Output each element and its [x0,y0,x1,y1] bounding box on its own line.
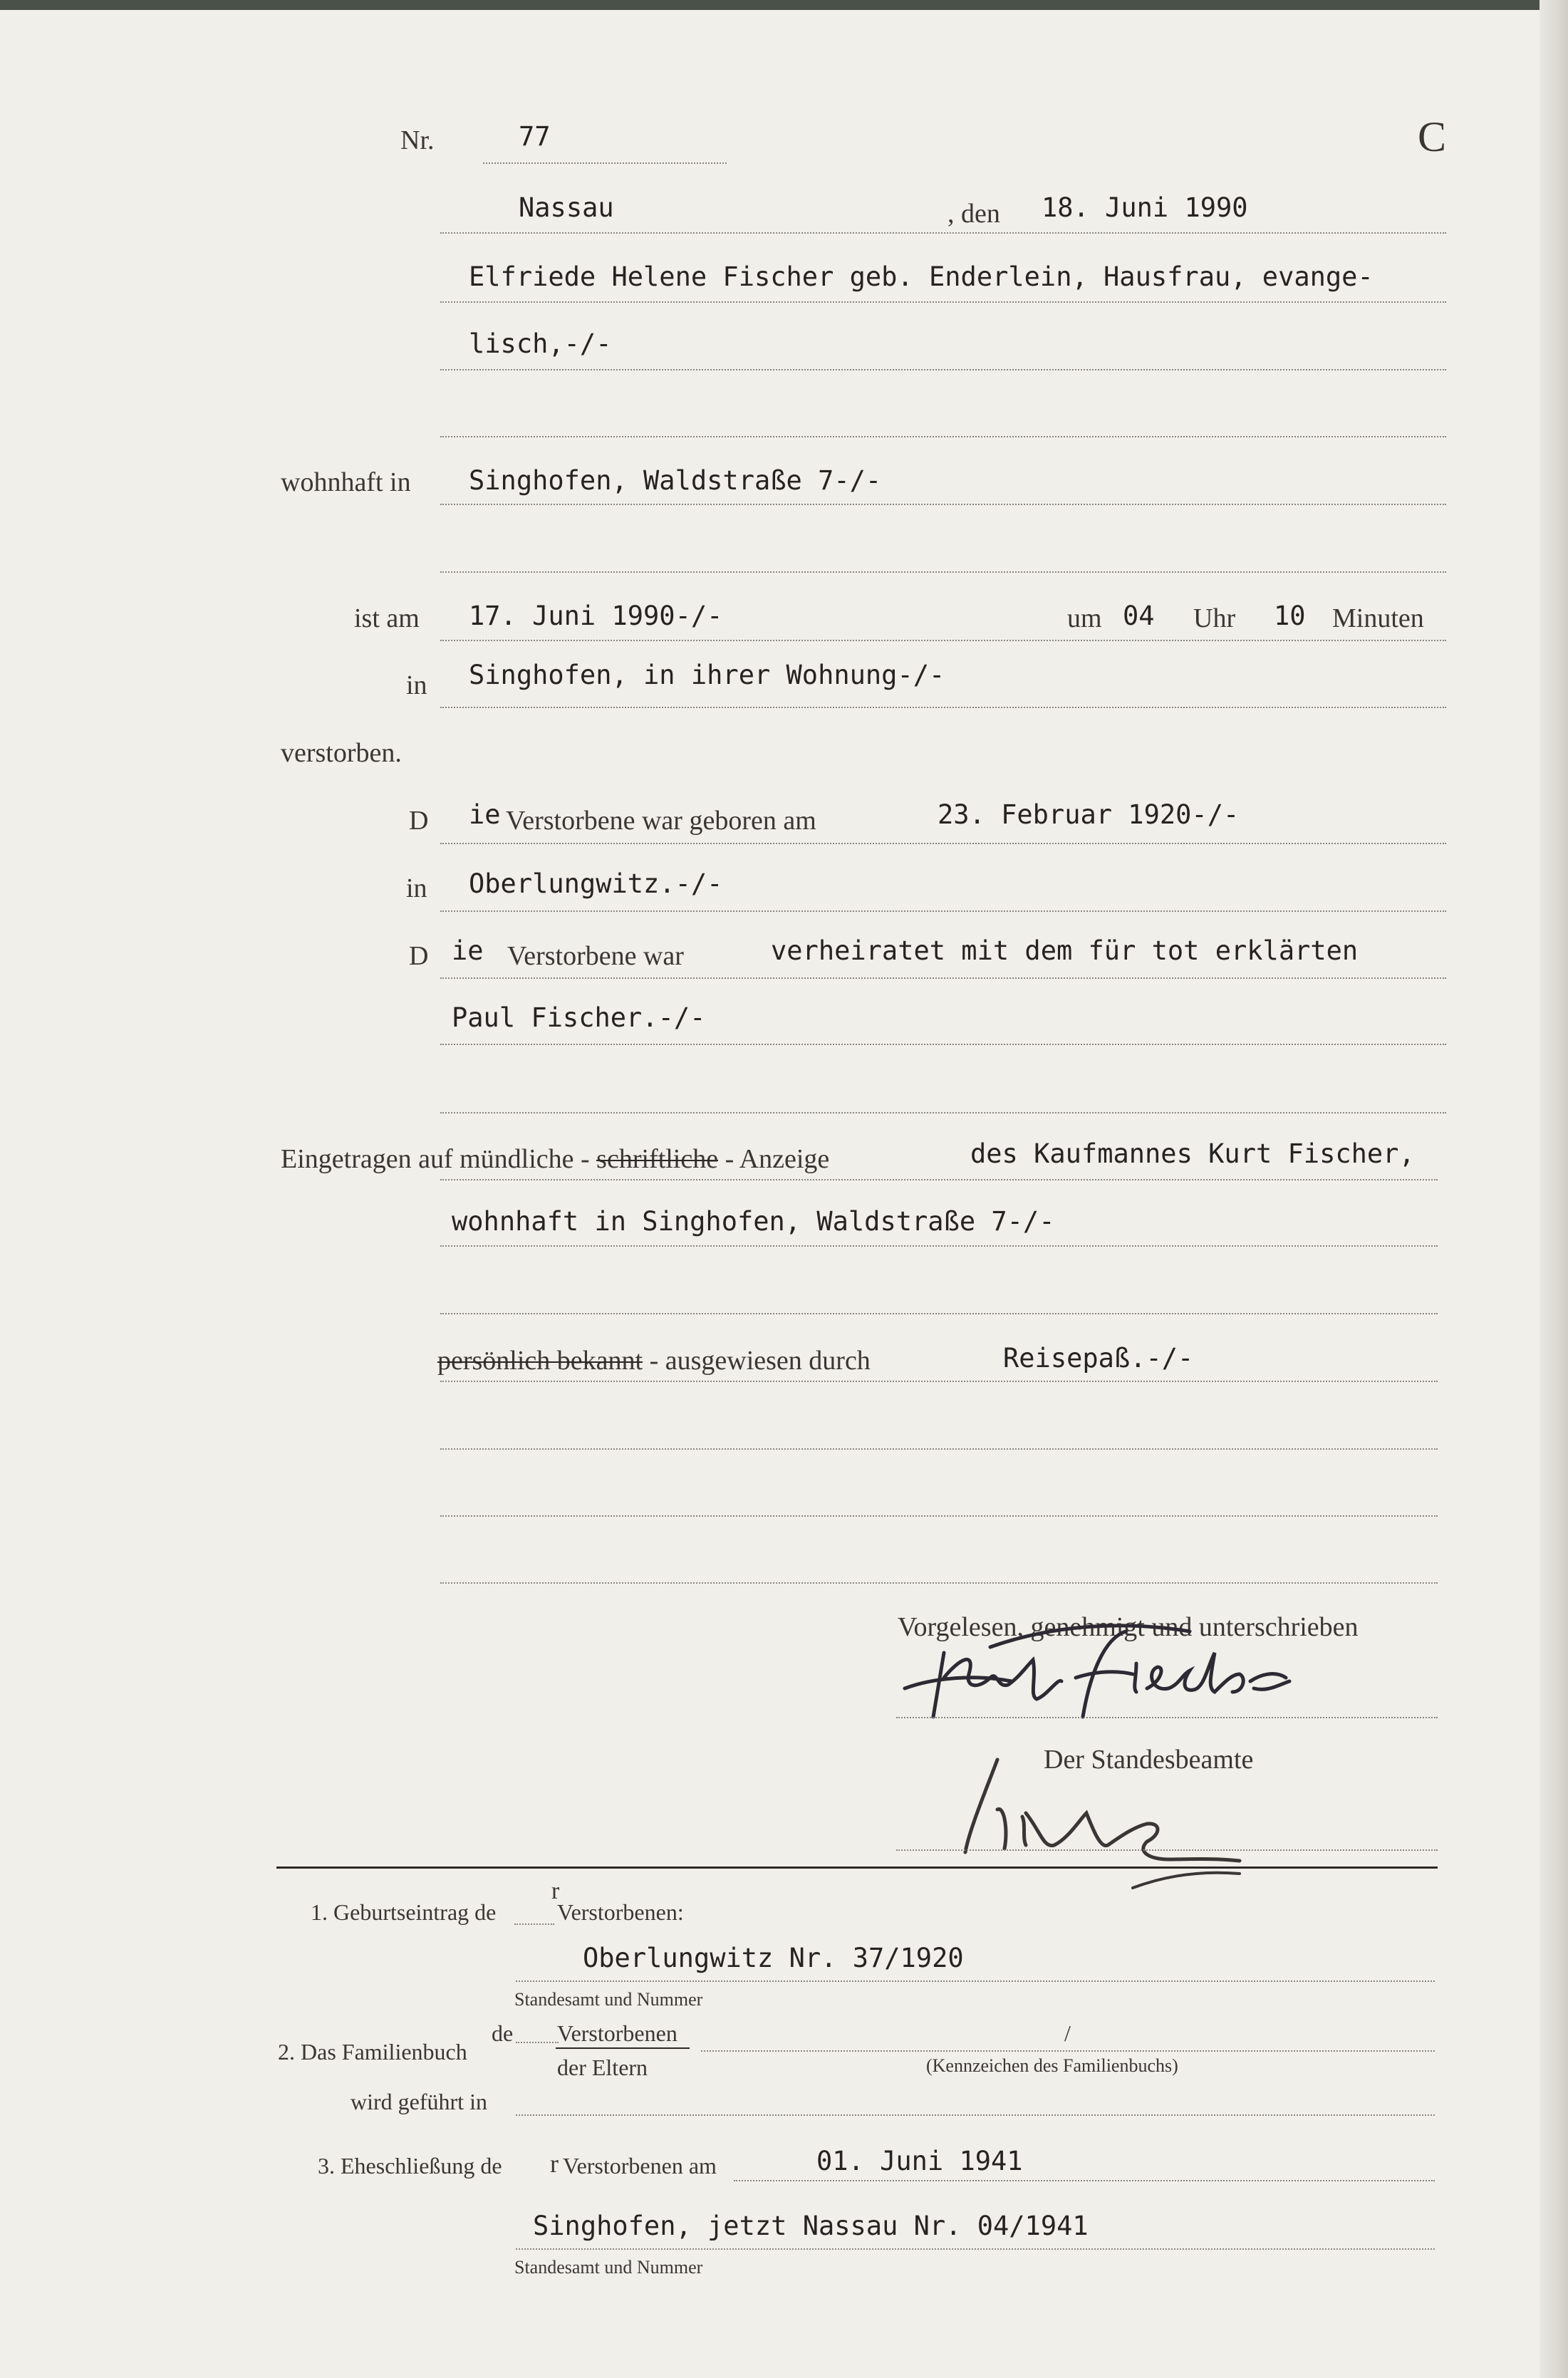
death-date: 17. Juni 1990-/- [469,601,723,631]
registrar-signature-rule [896,1849,1438,1851]
residence-rule2 [440,571,1446,573]
section2-de: de [492,2020,514,2046]
gefuhrt-rule [516,2114,1435,2116]
informant-rule2 [440,1245,1438,1247]
d-label-birth: D [409,806,429,836]
ie-suffix-birth: ie [469,799,501,830]
birth-place: Oberlungwitz.-/- [469,868,723,899]
marriage-register-rule [516,2248,1435,2250]
informant-rule3 [440,1313,1438,1314]
nr-line [483,162,727,164]
id-rule4 [440,1582,1438,1584]
deceased-person-line1: Elfriede Helene Fischer geb. Enderlein, Hausfrau, evange- [469,261,1374,292]
death-place: Singhofen, in ihrer Wohnung-/- [469,660,945,690]
um-label: um [1067,603,1102,633]
d-label-marital: D [409,941,429,971]
id-rule2 [440,1448,1438,1450]
schriftliche-struck: schriftliche [596,1144,719,1174]
section2-blank [516,2042,559,2043]
verstorbenen-underline [556,2047,690,2049]
date-line [440,232,1446,234]
marriage-date: 01. Juni 1941 [816,2146,1023,2176]
standesamt-label-1: Standesamt und Nummer [514,1989,703,2010]
page-binding-edge [1540,0,1568,2378]
death-minutes: 10 [1274,601,1306,631]
standesamt-label-2: Standesamt und Nummer [514,2257,703,2278]
id-rule3 [440,1515,1438,1517]
section3-mark: r [550,2149,559,2178]
personlich-struck: persönlich bekannt [437,1346,643,1376]
scan-top-edge [0,0,1568,10]
person-line3-rule [440,436,1446,437]
residence-rule [440,504,1446,505]
section1-label: 1. Geburtseintrag de [311,1899,497,1925]
anzeige-text: - Anzeige [725,1144,830,1174]
vorgelesen-label: Vorgelesen, genehmigt und unterschrieben [898,1612,1359,1642]
minuten-label: Minuten [1332,603,1424,633]
informant-line2: wohnhaft in Singhofen, Waldstraße 7-/- [452,1206,1055,1237]
geboren-label: Verstorbene war geboren am [506,806,816,836]
informant-rule1 [440,1179,1438,1180]
birth-place-rule [440,910,1446,912]
birth-date-rule [440,843,1446,844]
person-line1-rule [440,301,1446,303]
birth-register: Oberlungwitz Nr. 37/1920 [583,1943,964,1973]
uhr-label: Uhr [1193,603,1236,633]
section1-superscript: r [551,1878,560,1904]
section3-suffix: Verstorbenen am [563,2153,717,2179]
verstorben-label: verstorben. [281,738,402,768]
birth-register-rule [516,1980,1435,1982]
person-line2-rule [440,369,1446,370]
registrar-signature [955,1753,1254,1895]
marriage-register: Singhofen, jetzt Nassau Nr. 04/1941 [533,2211,1089,2241]
marriage-date-rule [734,2180,1435,2181]
section3-label: 3. Eheschließung de [318,2153,502,2179]
in-label-death: in [406,670,427,700]
id-rule1 [440,1381,1438,1382]
form-corner-letter: C [1418,113,1447,160]
section1-blank [514,1923,554,1925]
section2-label: 2. Das Familienbuch [278,2039,467,2065]
eingetragen-text: Eingetragen auf mündliche - [281,1144,590,1174]
marital-rule2 [440,1044,1446,1045]
death-date-rule [440,640,1446,641]
section1-suffix: Verstorbenen: [557,1899,684,1925]
registry-place: Nassau [519,192,614,223]
marital-rule1 [440,977,1446,979]
death-place-rule [440,707,1446,708]
kennzeichen-label: (Kennzeichen des Familienbuchs) [926,2055,1178,2076]
section2-verstorbenen: Verstorbenen [557,2020,677,2046]
informant-line1: des Kaufmannes Kurt Fischer, [970,1138,1415,1169]
standesbeamte-label: Der Standesbeamte [1044,1745,1254,1775]
war-label: Verstorbene war [507,941,684,971]
marital-rule3 [440,1112,1446,1113]
wohnhaft-label: wohnhaft in [281,467,411,497]
section2-slash: / [1064,2020,1071,2046]
informant-signature [891,1610,1318,1731]
informant-signature-rule [896,1717,1438,1718]
ie-suffix-marital: ie [452,935,484,966]
nr-label: Nr. [400,125,435,155]
birth-date: 23. Februar 1920-/- [938,799,1240,830]
registry-date: 18. Juni 1990 [1042,192,1248,223]
eingetragen-label [281,1143,829,1175]
ausgewiesen-text: - ausgewiesen durch [649,1346,871,1376]
residence-value: Singhofen, Waldstraße 7-/- [469,465,882,496]
section2-gefuhrt: wird geführt in [351,2089,487,2114]
marital-line2: Paul Fischer.-/- [452,1002,706,1033]
section-divider [276,1866,1438,1869]
death-hour: 04 [1123,601,1155,631]
in-label-birth: in [406,873,427,903]
familienbuch-rule [701,2050,1435,2052]
section2-eltern: der Eltern [557,2055,648,2080]
deceased-person-line2: lisch,-/- [469,328,612,359]
den-label: , den [947,199,1000,229]
entry-number: 77 [519,121,551,152]
ist-am-label: ist am [354,603,420,633]
ausgewiesen-row [437,1345,871,1376]
id-document: Reisepaß.-/- [1003,1343,1194,1374]
marital-line1: verheiratet mit dem für tot erklärten [771,935,1359,966]
